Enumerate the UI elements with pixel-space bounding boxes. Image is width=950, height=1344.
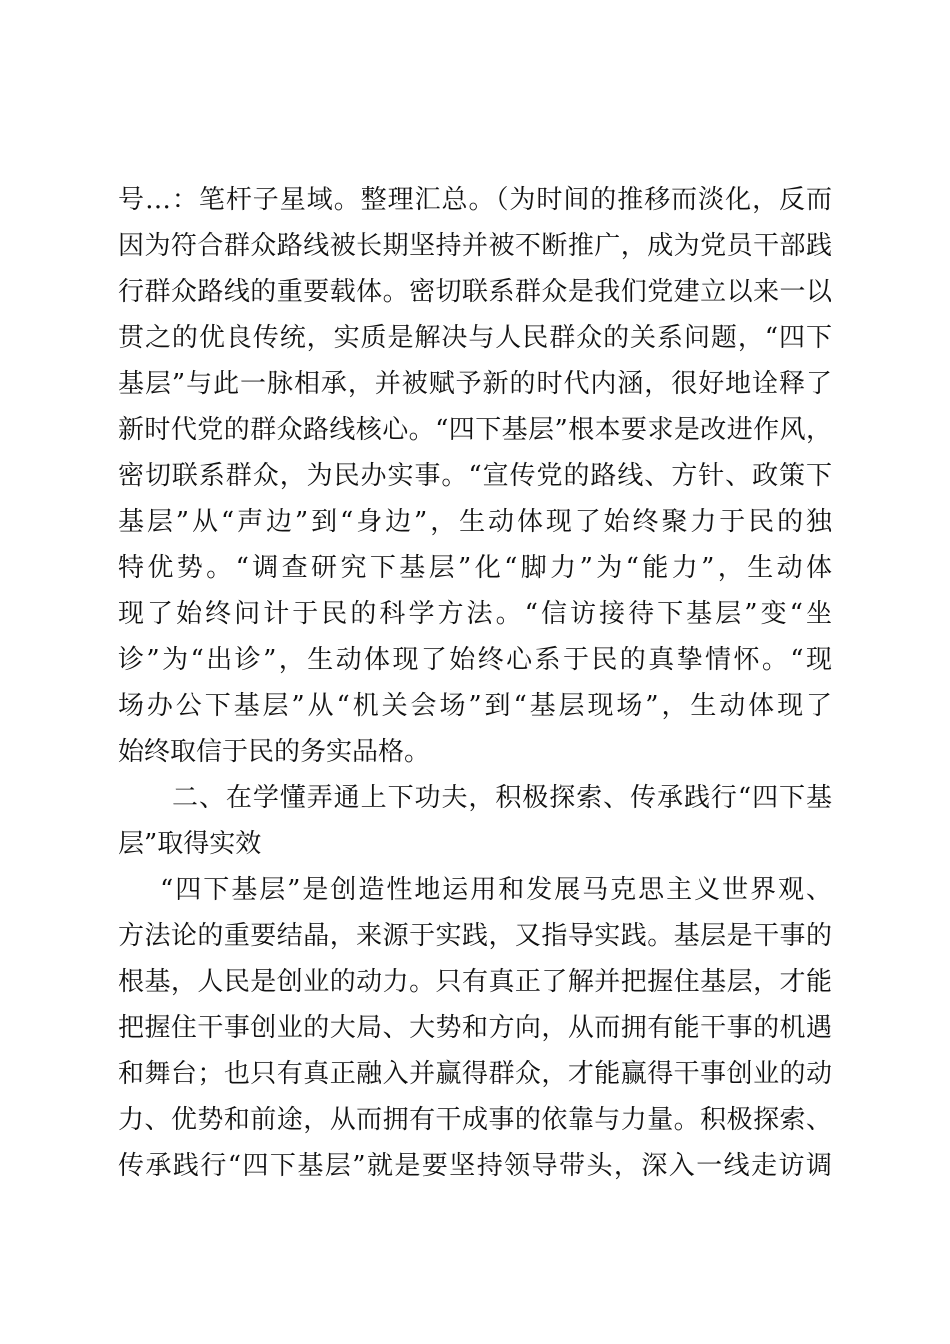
text-line: 特优势。“调查研究下基层”化“脚力”为“能力”，生动体 [118, 553, 832, 583]
text-line: 根基，人民是创业的动力。只有真正了解并把握住基层，才能 [118, 967, 832, 997]
text-line: 场办公下基层”从“机关会场”到“基层现场”，生动体现了 [118, 691, 832, 721]
text-line: 密切联系群众，为民办实事。“宣传党的路线、方针、政策下 [118, 461, 832, 491]
text-line: 号…：笔杆子星域。整理汇总。（为时间的推移而淡化，反而 [118, 185, 832, 215]
text-line: 现了始终问计于民的科学方法。“信访接待下基层”变“坐 [118, 599, 832, 629]
heading-line: 二、在学懂弄通上下功夫，积极探索、传承践行“四下基 [172, 783, 832, 813]
text-line: “四下基层”是创造性地运用和发展马克思主义世界观、 [160, 875, 832, 905]
text-line: 因为符合群众路线被长期坚持并被不断推广，成为党员干部践 [118, 231, 832, 261]
text-line: 力、优势和前途，从而拥有干成事的依靠与力量。积极探索、 [118, 1105, 832, 1135]
text-line: 基层”与此一脉相承，并被赋予新的时代内涵，很好地诠释了 [118, 369, 832, 399]
heading-line: 层”取得实效 [118, 829, 262, 859]
text-line: 新时代党的群众路线核心。“四下基层”根本要求是改进作风， [118, 415, 832, 445]
text-line: 把握住干事创业的大局、大势和方向，从而拥有能干事的机遇 [118, 1013, 832, 1043]
text-line: 始终取信于民的务实品格。 [118, 737, 431, 767]
text-line: 贯之的优良传统，实质是解决与人民群众的关系问题，“四下 [118, 323, 832, 353]
text-line: 和舞台；也只有真正融入并赢得群众，才能赢得干事创业的动 [118, 1059, 832, 1089]
text-line: 行群众路线的重要载体。密切联系群众是我们党建立以来一以 [118, 277, 832, 307]
text-line: 传承践行“四下基层”就是要坚持领导带头，深入一线走访调 [118, 1151, 832, 1181]
text-line: 诊”为“出诊”，生动体现了始终心系于民的真挚情怀。“现 [118, 645, 832, 675]
text-line: 基层”从“声边”到“身边”，生动体现了始终聚力于民的独 [118, 507, 832, 537]
text-line: 方法论的重要结晶，来源于实践，又指导实践。基层是干事的 [118, 921, 832, 951]
